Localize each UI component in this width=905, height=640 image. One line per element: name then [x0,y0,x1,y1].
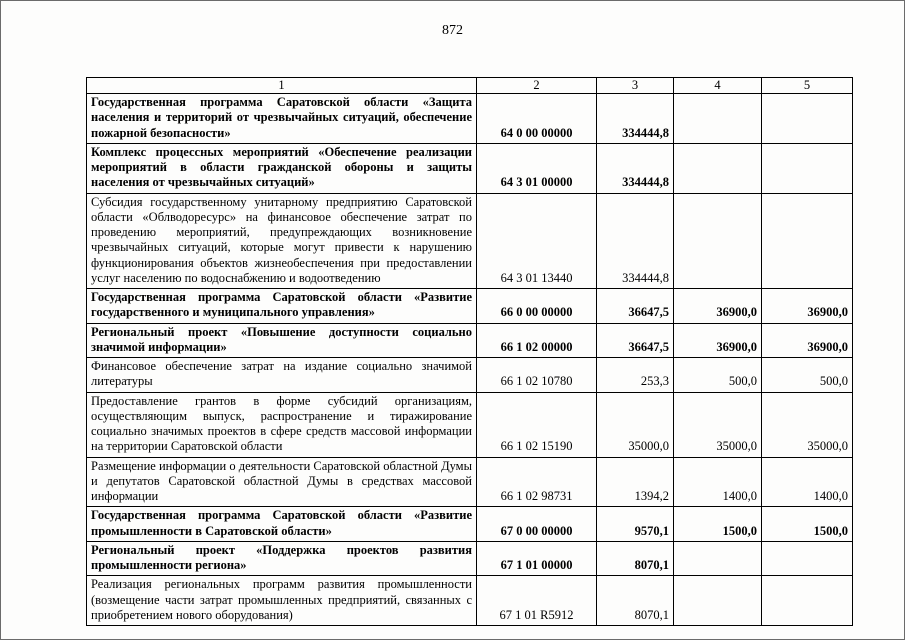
row-code: 66 1 02 98731 [477,457,597,507]
row-amount-2 [674,541,762,576]
page-number: 872 [442,23,463,38]
row-title: Размещение информации о деятельности Саратовской областной Думы и депутатов Саратовской областной Думы в средствах массовой информации [87,457,477,507]
table-row [87,392,853,457]
row-code: 66 1 02 15190 [477,392,597,457]
row-amount-2: 500,0 [674,358,762,393]
row-amount-3: 1500,0 [762,507,853,542]
row-amount-1: 36647,5 [597,323,674,358]
table-row [87,289,853,324]
table-row [87,143,853,193]
budget-table [86,77,853,626]
row-code: 67 1 01 R5912 [477,576,597,626]
column-header-5: 5 [762,78,853,94]
row-amount-1: 8070,1 [597,576,674,626]
row-amount-2: 1400,0 [674,457,762,507]
row-amount-2: 35000,0 [674,392,762,457]
row-title: Государственная программа Саратовской области «Защита населения и территорий от чрезвычайных ситуаций, обеспечение пожарной безопасности» [87,94,477,144]
row-title: Региональный проект «Поддержка проектов развития промышленности региона» [87,541,477,576]
row-amount-3 [762,193,853,289]
row-amount-2: 36900,0 [674,323,762,358]
table-row [87,457,853,507]
table-row [87,193,853,289]
row-amount-3 [762,576,853,626]
row-amount-3: 500,0 [762,358,853,393]
table-row [87,507,853,542]
row-amount-1: 334444,8 [597,143,674,193]
row-title: Комплекс процессных мероприятий «Обеспечение реализации мероприятий в области гражданской обороны и защиты населения от чрезвычайных ситуаций» [87,143,477,193]
table-row [87,576,853,626]
row-amount-1: 334444,8 [597,193,674,289]
row-amount-2 [674,193,762,289]
row-title: Государственная программа Саратовской области «Развитие промышленности в Саратовской области» [87,507,477,542]
row-amount-1: 8070,1 [597,541,674,576]
column-header-2: 2 [477,78,597,94]
row-title: Региональный проект «Повышение доступности социально значимой информации» [87,323,477,358]
row-code: 66 1 02 10780 [477,358,597,393]
row-amount-1: 35000,0 [597,392,674,457]
row-amount-2 [674,94,762,144]
row-title: Финансовое обеспечение затрат на издание социально значимой литературы [87,358,477,393]
column-header-3: 3 [597,78,674,94]
row-amount-2: 36900,0 [674,289,762,324]
column-header-4: 4 [674,78,762,94]
row-amount-2: 1500,0 [674,507,762,542]
row-title: Реализация региональных программ развития промышленности (возмещение части затрат промышленных предприятий, связанных с приобретением нового оборудования) [87,576,477,626]
table-row [87,541,853,576]
row-amount-3: 35000,0 [762,392,853,457]
row-amount-1: 9570,1 [597,507,674,542]
table-row [87,358,853,393]
row-amount-3: 36900,0 [762,323,853,358]
row-amount-1: 36647,5 [597,289,674,324]
row-amount-1: 334444,8 [597,94,674,144]
row-title: Субсидия государственному унитарному предприятию Саратовской области «Облводоресурс» на финансовое обеспечение затрат по проведению мероприятий, предупреждающих возникновение чрезвычайных ситуаций, которые могут привести к нарушению функционирования объектов жизнеобеспечения при предоставлении услуг населению по водоснабжению и водоотведению [87,193,477,289]
row-code: 67 1 01 00000 [477,541,597,576]
row-amount-3: 36900,0 [762,289,853,324]
row-title: Предоставление грантов в форме субсидий организациям, осуществляющим выпуск, распространение и тиражирование социально значимых проектов в сфере средств массовой информации на территории Саратовской области [87,392,477,457]
row-code: 64 3 01 00000 [477,143,597,193]
row-amount-2 [674,576,762,626]
row-amount-1: 253,3 [597,358,674,393]
row-code: 64 0 00 00000 [477,94,597,144]
row-amount-3 [762,94,853,144]
row-amount-1: 1394,2 [597,457,674,507]
row-code: 64 3 01 13440 [477,193,597,289]
row-code: 66 0 00 00000 [477,289,597,324]
table-row [87,94,853,144]
row-amount-3: 1400,0 [762,457,853,507]
row-amount-3 [762,143,853,193]
row-amount-3 [762,541,853,576]
column-header-1: 1 [87,78,477,94]
table-header-row [87,78,853,94]
table-body [87,94,853,626]
table-row [87,323,853,358]
row-code: 66 1 02 00000 [477,323,597,358]
row-title: Государственная программа Саратовской области «Развитие государственного и муниципального управления» [87,289,477,324]
row-code: 67 0 00 00000 [477,507,597,542]
row-amount-2 [674,143,762,193]
